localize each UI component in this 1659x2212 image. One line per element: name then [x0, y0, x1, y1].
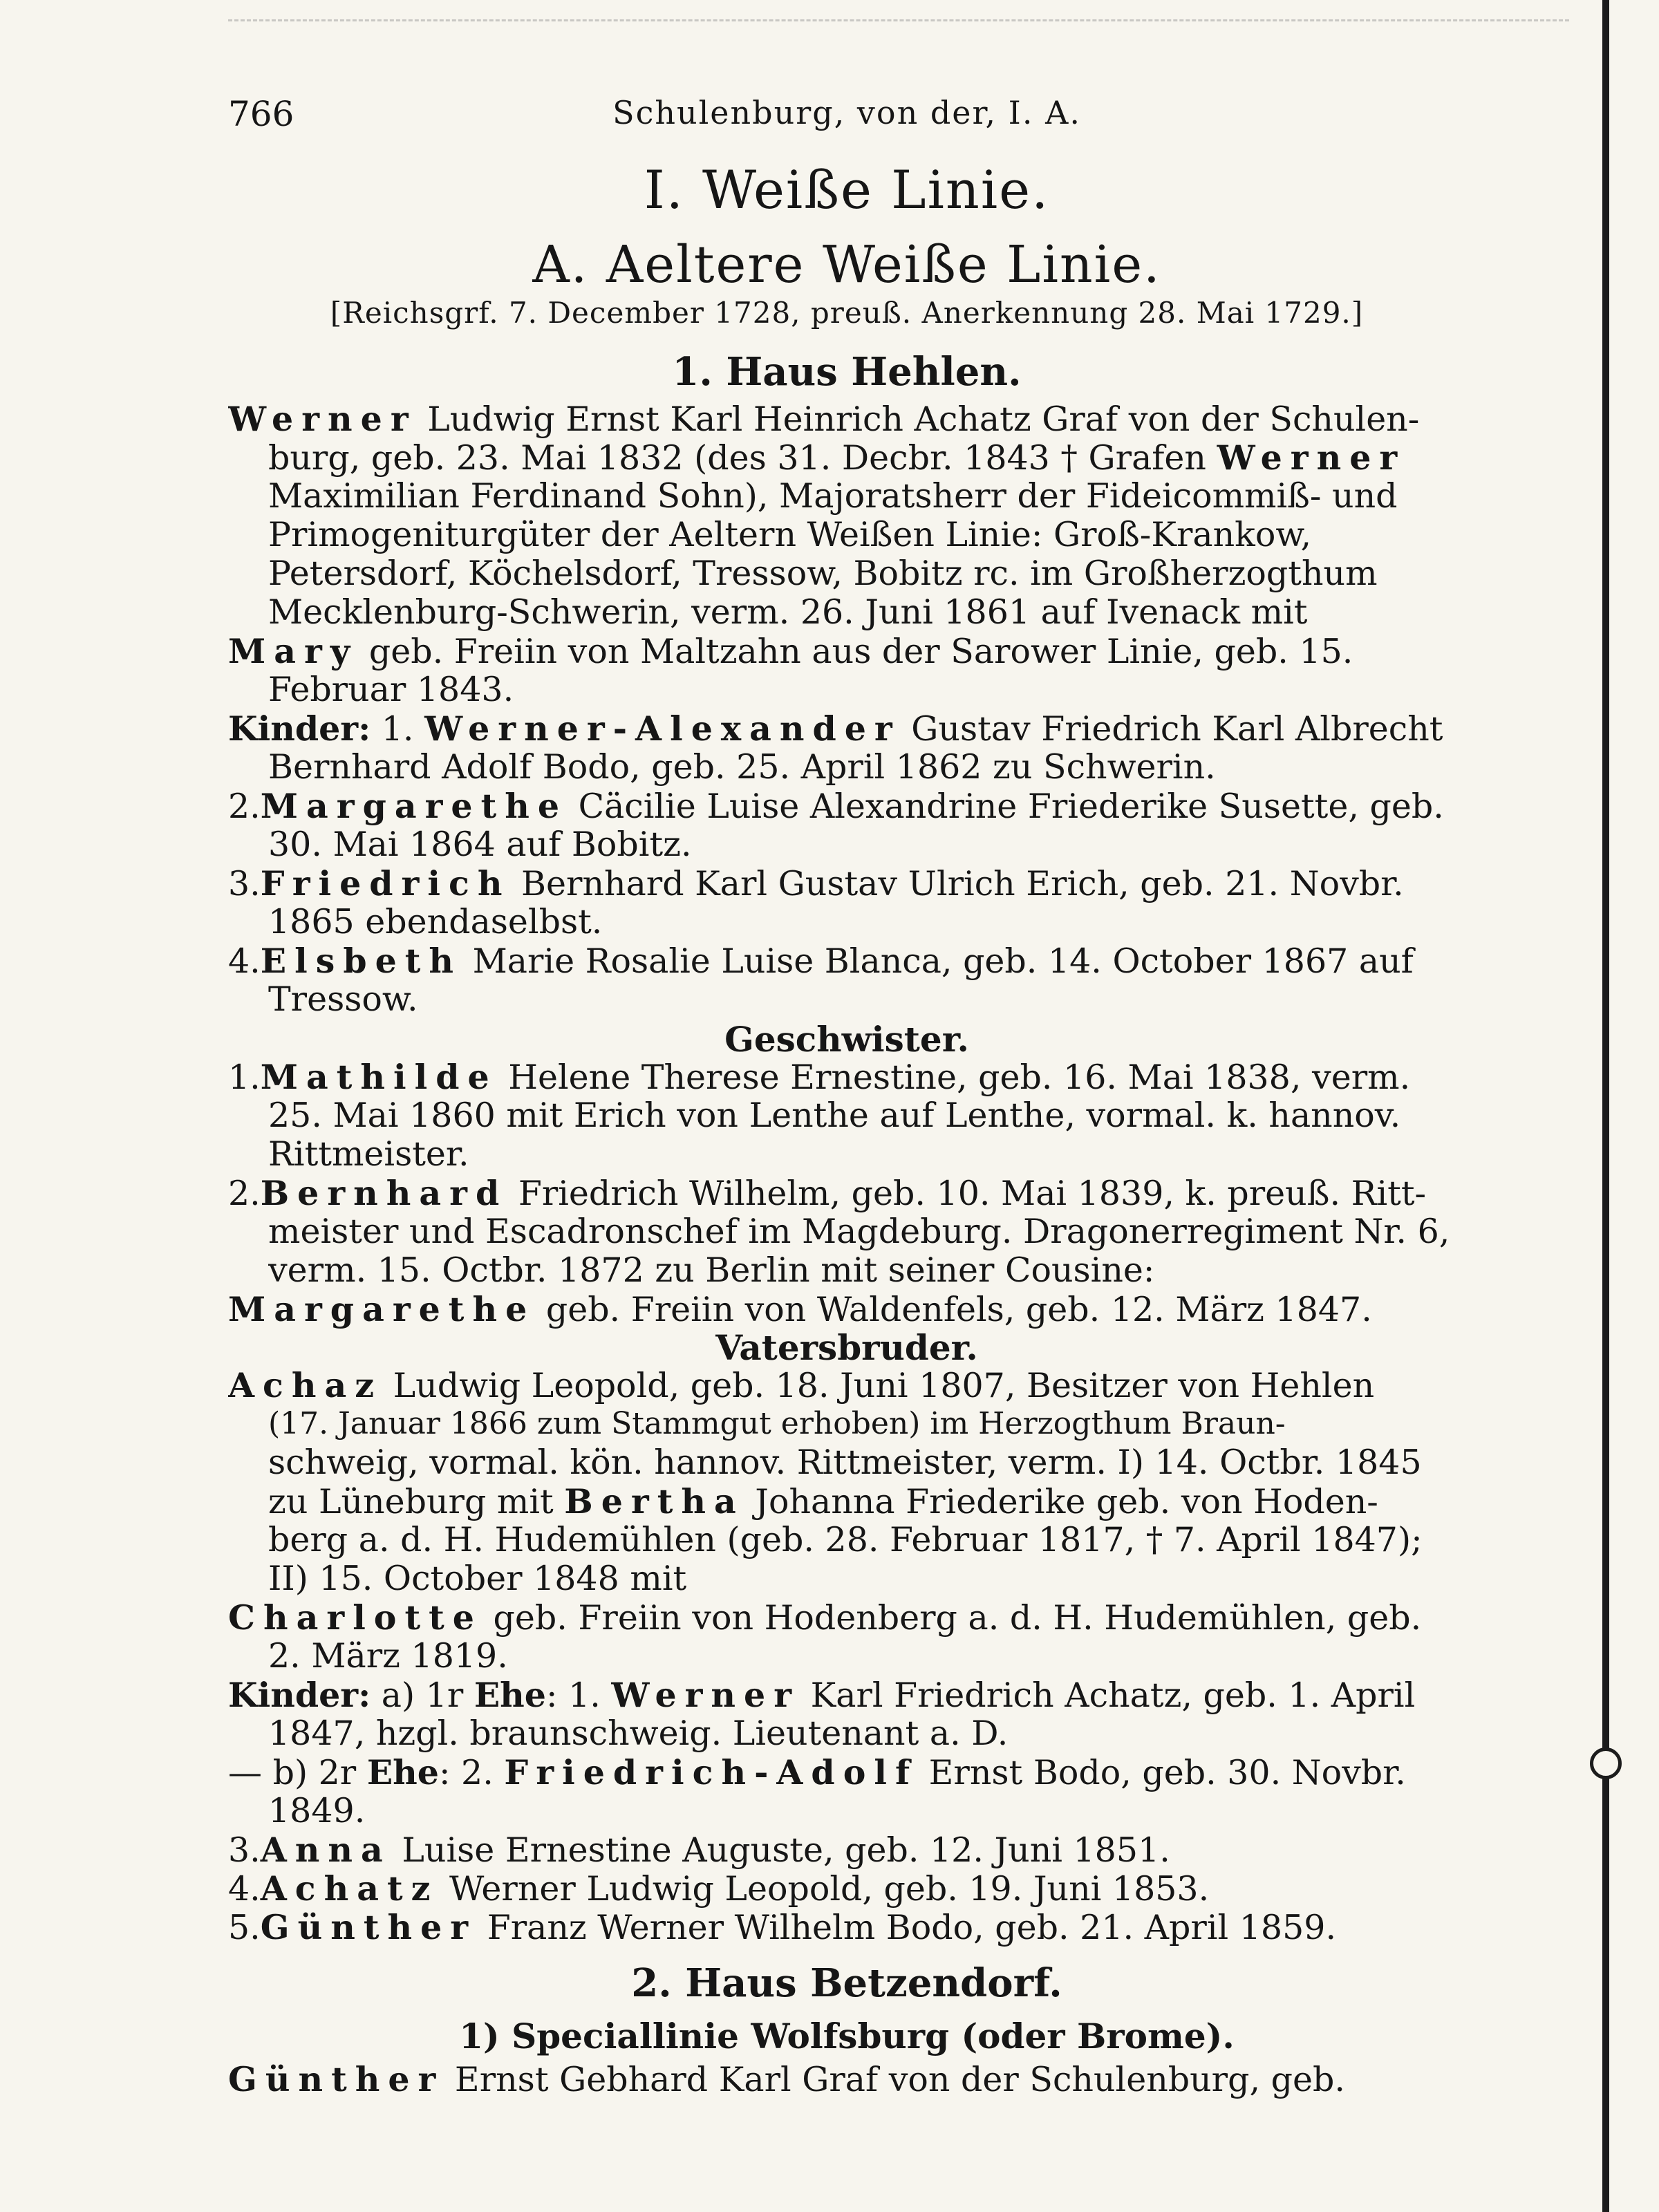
text-line: Maximilian Ferdinand Sohn), Majoratsherr der Fideicommiß- und — [268, 477, 1398, 516]
text-line: 3.Friedrich Bernhard Karl Gustav Ulrich Erich, geb. 21. Novbr. — [228, 864, 1404, 903]
text-line: Bernhard Adolf Bodo, geb. 25. April 1862 zu Schwerin. — [268, 748, 1216, 787]
binding-hole — [1590, 1747, 1622, 1779]
speciallinie-heading: 1) Speciallinie Wolfsburg (oder Brome). — [459, 2016, 1235, 2056]
top-border — [228, 19, 1569, 21]
text-line: Primogeniturgüter der Aeltern Weißen Linie: Groß-Krankow, — [268, 516, 1312, 554]
text-line: zu Lüneburg mit Bertha Johanna Friederike geb. von Hoden- — [268, 1482, 1378, 1521]
text-line: Margarethe geb. Freiin von Waldenfels, geb. 12. März 1847. — [228, 1290, 1372, 1329]
text-line: Günther Ernst Gebhard Karl Graf von der Schulenburg, geb. — [228, 2060, 1345, 2099]
text-line: burg, geb. 23. Mai 1832 (des 31. Decbr. 1843 † Grafen Werner — [268, 438, 1406, 477]
text-line: 2.Margarethe Cäcilie Luise Alexandrine Friederike Susette, geb. — [228, 787, 1444, 825]
text-line: meister und Escadronschef im Magdeburg. Dragonerregiment Nr. 6, — [268, 1212, 1450, 1251]
name-spaced: Achatz — [260, 1869, 439, 1908]
name-spaced: Werner-Alexander — [424, 709, 901, 748]
name-spaced: Friedrich — [260, 864, 511, 903]
name-spaced: Elsbeth — [260, 941, 462, 980]
text-line: Charlotte geb. Freiin von Hodenberg a. d. H. Hudemühlen, geb. — [228, 1598, 1422, 1637]
name-spaced: Margarethe — [260, 787, 568, 825]
name-spaced: Günther — [228, 2060, 444, 2099]
text-line: 4.Achatz Werner Ludwig Leopold, geb. 19. Juni 1853. — [228, 1869, 1210, 1908]
text-line: 1849. — [268, 1792, 366, 1830]
name-spaced: Werner — [228, 400, 417, 438]
text-line: II) 15. October 1848 mit — [268, 1559, 687, 1598]
name-spaced: Bernhard — [260, 1174, 508, 1212]
dignity-bracket: [Reichsgrf. 7. December 1728, preuß. Anerkennung 28. Mai 1729.] — [330, 296, 1364, 330]
name-spaced: Mathilde — [260, 1058, 498, 1096]
name-spaced: Achaz — [228, 1366, 383, 1405]
text-line: 2.Bernhard Friedrich Wilhelm, geb. 10. Mai 1839, k. preuß. Ritt- — [228, 1174, 1427, 1212]
name-spaced: Bertha — [564, 1482, 744, 1521]
name-spaced: Charlotte — [228, 1598, 482, 1637]
text-line: 1865 ebendaselbst. — [268, 903, 603, 941]
name-spaced: Margarethe — [228, 1290, 536, 1329]
text-line: schweig, vormal. kön. hannov. Rittmeister, verm. I) 14. Octbr. 1845 — [268, 1443, 1422, 1482]
text-line: Tressow. — [268, 980, 418, 1019]
text-line: 3.Anna Luise Ernestine Auguste, geb. 12. Juni 1851. — [228, 1830, 1170, 1869]
line-heading: I. Weiße Linie. — [644, 159, 1050, 221]
text-line: Mary geb. Freiin von Maltzahn aus der Sarower Linie, geb. 15. — [228, 632, 1353, 671]
name-spaced: Werner — [611, 1676, 800, 1714]
text-line: Mecklenburg-Schwerin, verm. 26. Juni 1861 auf Ivenack mit — [268, 593, 1308, 632]
name-spaced: Werner — [1217, 438, 1406, 477]
text-line: Werner Ludwig Ernst Karl Heinrich Achatz Graf von der Schulen- — [228, 400, 1420, 438]
text-line: Petersdorf, Köchelsdorf, Tressow, Bobitz rc. im Großherzogthum — [268, 554, 1378, 593]
text-line: (17. Januar 1866 zum Stammgut erhoben) im Herzogthum Braun- — [268, 1406, 1286, 1441]
text-line: 1847, hzgl. braunschweig. Lieutenant a. D. — [268, 1714, 1009, 1753]
text-line: 25. Mai 1860 mit Erich von Lenthe auf Lenthe, vormal. k. hannov. — [268, 1096, 1401, 1135]
text-line: 2. März 1819. — [268, 1637, 508, 1676]
name-spaced: Friedrich-Adolf — [504, 1753, 919, 1792]
text-line: 1.Mathilde Helene Therese Ernestine, geb. 16. Mai 1838, verm. — [228, 1058, 1411, 1096]
house-heading: 1. Haus Hehlen. — [672, 349, 1022, 395]
subline-heading: A. Aeltere Weiße Linie. — [532, 235, 1161, 294]
name-spaced: Günther — [260, 1908, 477, 1947]
running-title: Schulenburg, von der, I. A. — [612, 94, 1081, 131]
page-gutter — [1602, 0, 1609, 2212]
text-line: Achaz Ludwig Leopold, geb. 18. Juni 1807, Besitzer von Hehlen — [228, 1366, 1375, 1405]
text-line: verm. 15. Octbr. 1872 zu Berlin mit seiner Cousine: — [268, 1251, 1155, 1290]
text-line: 30. Mai 1864 auf Bobitz. — [268, 825, 692, 864]
text-line: berg a. d. H. Hudemühlen (geb. 28. Februar 1817, † 7. April 1847); — [268, 1521, 1423, 1559]
text-line: — b) 2r Ehe: 2. Friedrich-Adolf Ernst Bodo, geb. 30. Novbr. — [228, 1753, 1406, 1792]
page-number: 766 — [228, 94, 294, 134]
section-heading-uncle: Vatersbruder. — [715, 1327, 978, 1368]
text-line: Kinder: 1. Werner-Alexander Gustav Friedrich Karl Albrecht — [228, 709, 1443, 748]
name-spaced: Anna — [260, 1830, 391, 1869]
name-spaced: Mary — [228, 632, 359, 671]
text-line: Rittmeister. — [268, 1135, 469, 1174]
text-line: Kinder: a) 1r Ehe: 1. Werner Karl Friedrich Achatz, geb. 1. April — [228, 1676, 1416, 1714]
house-heading: 2. Haus Betzendorf. — [631, 1960, 1062, 2006]
text-line: 5.Günther Franz Werner Wilhelm Bodo, geb. 21. April 1859. — [228, 1908, 1337, 1947]
text-line: 4.Elsbeth Marie Rosalie Luise Blanca, geb. 14. October 1867 auf — [228, 941, 1414, 980]
section-heading-siblings: Geschwister. — [724, 1019, 969, 1060]
text-line: Februar 1843. — [268, 671, 514, 709]
page-header — [228, 94, 1465, 142]
